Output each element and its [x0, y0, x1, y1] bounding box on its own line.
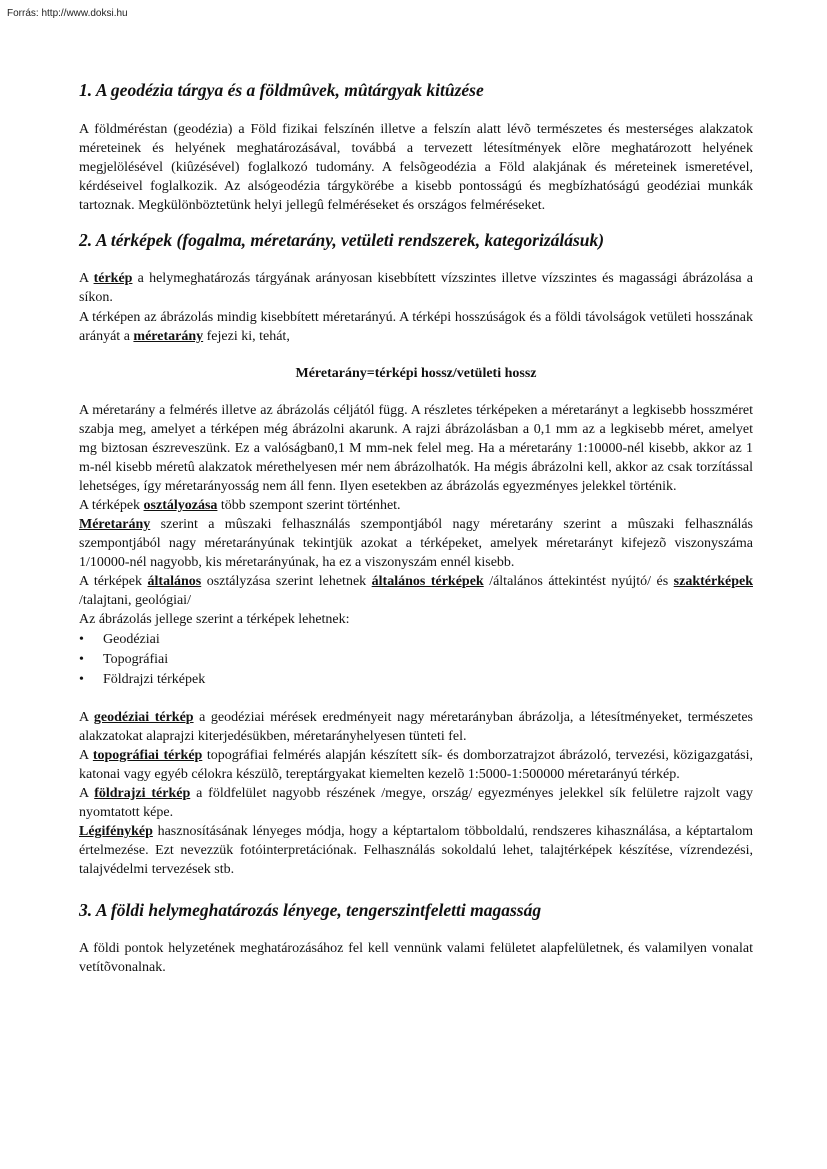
term-szakterkepek: szaktérképek — [673, 574, 753, 589]
term-altalanos: általános — [147, 574, 202, 589]
term-legifenykep: Légifénykép — [79, 824, 153, 839]
section-1-paragraph: A földméréstan (geodézia) a Föld fizikai felszínén illetve a felszín alatt lévõ természetes és mesterséges alakzatok méreteinek és helyének meghatározásával, továbbá a tervezett létesítmények elõre meghatározott helyének megjelölésével (kiûzésével) foglalkozó tudomány. A felsõgeodézia a Föld alakjának és méreteinek ismeretével, kérdéseivel foglalkozik. Az alsógeodézia tárgykörébe a kisebb pontosságú és megbízhatóságú geodéziai munkák tartoznak. Megkülönböztetünk helyi jellegû felméréseket és országos felméréseket. — [79, 122, 753, 213]
classification-paragraph: A térképek osztályozása több szempont szerint történhet. — [79, 498, 401, 513]
representation-intro: Az ábrázolás jellege szerint a térképek lehetnek: — [79, 612, 350, 627]
scale-detail-paragraph: A méretarány a felmérés illetve az ábrázolás céljától függ. A részletes térképeken a méretarányt a legkisebb hosszméret szabja meg, amelyet a térképen még ábrázolni akarunk. A rajzi ábrázolásban a 0,1 mm az a legkisebb méret, amelyet mg biztosan észreveszünk. Ez a valóságban0,1 M mm-nek felel meg. Ha a méretarány 1:10000-nél kisebb, akkor az 1 m-nél kisebb méretû alakzatok mérethelyesen mér nem ábrázolhatók. Ha mégis ábrázolni kell, akkor az csak torzítással lehetséges, így méretarányosság nem áll fenn. Ilyen esetekben az ábrázolás egyezményes jelekkel történik. — [79, 403, 753, 494]
term-geodeziai-terkep: geodéziai térkép — [93, 710, 194, 725]
term-topografiai-terkep: topográfiai térkép — [92, 748, 203, 763]
scale-formula: Méretarány=térképi hossz/vetületi hossz — [295, 366, 537, 381]
topographic-map-paragraph: A topográfiai térkép topográfiai felmérés alapján készített sík- és domborzatrajzot ábrázoló, tervezési, közigazgatási, katonai vagy egyéb célokra készülõ, tereptárgyakat kiemelten kezelõ 1:5000-1:500000 méretarányú térkép. — [79, 748, 753, 782]
list-item: • Geodéziai — [79, 630, 753, 650]
scale-classification-paragraph: Méretarány szerint a mûszaki felhasználás szempontjából nagy méretarány szerint a mûszaki felhasználás szempontjából nagy méretarányúnak tekintjük azokat a térképeket, amelyek méretarányt kifejezõ viszonyszáma 1/10000-nél nagyobb, kis méretarányúnak, ha ez a viszonyszám ennél kisebb. — [79, 517, 753, 570]
geodetic-map-paragraph: A geodéziai térkép a geodéziai mérések eredményeit nagy méretarányban ábrázolja, a létesítményeket, természetes alakzatokat alaprajzi kiterjedésükben, méretarányhelyesen tünteti fel. — [79, 710, 753, 744]
source-line: Forrás: http://www.doksi.hu — [7, 8, 128, 19]
term-altalanos-terkepek: általános térképek — [371, 574, 484, 589]
list-item: • Földrajzi térképek — [79, 670, 753, 690]
map-type-list — [79, 630, 753, 690]
term-meretarany: méretarány — [133, 329, 204, 344]
term-meretarany-bold: Méretarány — [79, 517, 151, 532]
scale-intro-paragraph: A térképen az ábrázolás mindig kisebbített méretarányú. A térképi hosszúságok és a földi távolságok vetületi hosszának arányát a méretarány fejezi ki, tehát, — [79, 310, 753, 344]
general-classification-paragraph: A térképek általános osztályzása szerint lehetnek általános térképek /általános áttekintést nyújtó/ és szaktérképek /talajtani, geológiai/ — [79, 574, 753, 608]
aerial-photo-paragraph: Légifénykép hasznosításának lényeges módja, hogy a képtartalom többoldalú, rendszeres kihasználása, a képtartalom értelmezése. Ezt nevezzük fotóinterpretációnak. Felhasználás sokoldalú lehet, talajtérképek készítése, vízrendezési, talajvédelmi tervezések stb. — [79, 824, 753, 877]
section-2-heading: 2. A térképek (fogalma, méretarány, vetületi rendszerek, kategorizálásuk) — [79, 230, 605, 250]
section-3-heading: 3. A földi helymeghatározás lényege, tengerszintfeletti magasság — [79, 900, 542, 920]
list-item: • Topográfiai — [79, 650, 753, 670]
section-1-heading: 1. A geodézia tárgya és a földmûvek, mûtárgyak kitûzése — [79, 80, 484, 100]
term-osztalyozasa: osztályozása — [143, 498, 218, 513]
geographic-map-paragraph: A földrajzi térkép a földfelület nagyobb részének /megye, ország/ egyezményes jelekkel sík felületre rajzolt vagy nyomtatott képe. — [79, 786, 753, 820]
map-definition-paragraph: A térkép a helymeghatározás tárgyának arányosan kisebbített vízszintes illetve vízszintes és magassági ábrázolása a síkon. — [79, 271, 753, 305]
term-foldrajzi-terkep: földrajzi térkép — [94, 786, 191, 801]
section-3-paragraph: A földi pontok helyzetének meghatározásához fel kell vennünk valami felületet alapfelületnek, és valamilyen vonalat vetítõvonalnak. — [79, 941, 753, 975]
document-page — [79, 78, 753, 977]
term-terkep: térkép — [93, 271, 133, 286]
